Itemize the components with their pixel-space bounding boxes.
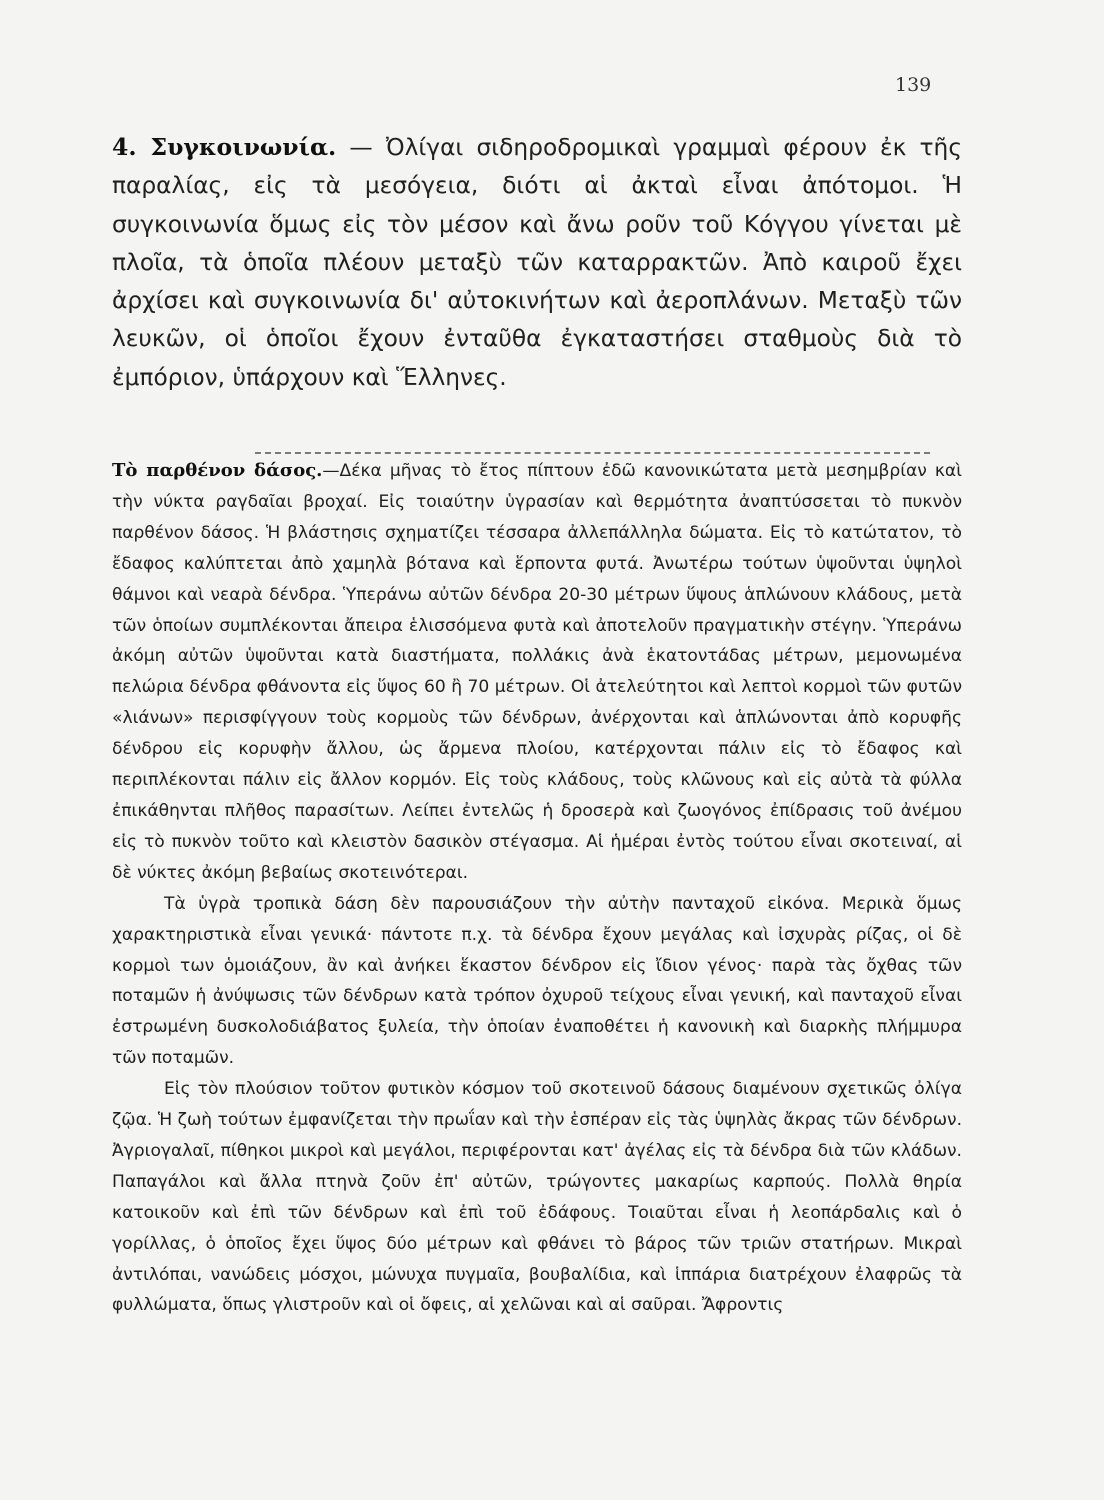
section-communication xyxy=(112,128,962,397)
section-text-communication: — Ὀλίγαι σιδηροδρομικαὶ γραμμαὶ φέρουν ἐκ τῆς παραλίας, εἰς τὰ μεσόγεια, διότι αἱ ἀκταὶ εἶναι ἀπότομοι. Ἡ συγκοινωνία ὅμως εἰς τὸν μέσον καὶ ἄνω ροῦν τοῦ Κόγγου γίνεται μὲ πλοῖα, τὰ ὁποῖα πλέουν μεταξὺ τῶν καταρρακτῶν. Ἀπὸ καιροῦ ἔχει ἀρχίσει καὶ συγκοινωνία δι' αὐτοκινήτων καὶ ἀεροπλάνων. Μεταξὺ τῶν λευκῶν, οἱ ὁποῖοι ἔχουν ἐνταῦθα ἐγκαταστήσει σταθμοὺς διὰ τὸ ἐμπόριον, ὑπάρχουν καὶ Ἕλληνες. xyxy=(112,134,962,391)
section-divider xyxy=(255,452,930,454)
page-number: 139 xyxy=(895,74,932,96)
section-title-virgin-forest: Τὸ παρθένον δάσος. xyxy=(112,460,323,481)
section-virgin-forest xyxy=(112,456,962,1321)
paragraph-forest-3: Εἰς τὸν πλούσιον τοῦτον φυτικὸν κόσμον τοῦ σκοτεινοῦ δάσους διαμένουν σχετικῶς ὀλίγα ζῷα. Ἡ ζωὴ τούτων ἐμφανίζεται τὴν πρωΐαν καὶ τὴν ἑσπέραν εἰς τὰς ὑψηλὰς ἄκρας τῶν δένδρων. Ἀγριογαλαῖ, πίθηκοι μικροὶ καὶ μεγάλοι, περιφέρονται κατ' ἀγέλας εἰς τὰ δένδρα διὰ τῶν κλάδων. Παπαγάλοι καὶ ἄλλα πτηνὰ ζοῦν ἐπ' αὐτῶν, τρώγοντες μακαρίως καρπούς. Πολλὰ θηρία κατοικοῦν καὶ ἐπὶ τῶν δένδρων καὶ ἐπὶ τοῦ ἐδάφους. Τοιαῦται εἶναι ἡ λεοπάρδαλις καὶ ὁ γορίλλας, ὁ ὁποῖος ἔχει ὕψος δύο μέτρων καὶ φθάνει τὸ βάρος τῶν τριῶν στατήρων. Μικραὶ ἀντιλόπαι, νανώδεις μόσχοι, μώνυχα πυγμαῖα, βουβαλίδια, καὶ ἱππάρια διατρέχουν ἐλαφρῶς τὰ φυλλώματα, ὅπως γλιστροῦν καὶ οἱ ὄφεις, αἱ χελῶναι καὶ αἱ σαῦραι. Ἄφροντις xyxy=(112,1079,962,1316)
section-title-communication: 4. Συγκοινωνία. xyxy=(112,133,337,161)
paragraph-forest-1-text: —Δέκα μῆνας τὸ ἔτος πίπτουν ἐδῶ κανονικώτατα μετὰ μεσημβρίαν καὶ τὴν νύκτα ραγδαῖαι βροχαί. Εἰς τοιαύτην ὑγρασίαν καὶ θερμότητα ἀναπτύσσεται τὸ πυκνὸν παρθένον δάσος. Ἡ βλάστησις σχηματίζει τέσσαρα ἀλλεπάλληλα δώματα. Εἰς τὸ κατώτατον, τὸ ἔδαφος καλύπτεται ἀπὸ χαμηλὰ βότανα καὶ ἕρποντα φυτά. Ἀνωτέρω τούτων ὑψοῦνται ὑψηλοὶ θάμνοι καὶ νεαρὰ δένδρα. Ὑπεράνω αὐτῶν δένδρα 20-30 μέτρων ὕψους ἁπλώνουν κλάδους, μετὰ τῶν ὁποίων συμπλέκονται ἄπειρα ἑλισσόμενα φυτὰ καὶ ἀποτελοῦν πραγματικὴν στέγην. Ὑπεράνω ἀκόμη αὐτῶν ὑψοῦνται κατὰ διαστήματα, πολλάκις ἀνὰ ἑκατοντάδας μέτρων, μεμονωμένα πελώρια δένδρα φθάνοντα εἰς ὕψος 60 ἢ 70 μέτρων. Οἱ ἀτελεύτητοι καὶ λεπτοὶ κορμοὶ τῶν φυτῶν «λιάνων» περισφίγγουν τοὺς κορμοὺς τῶν δένδρων, ἀνέρχονται καὶ ἁπλώνονται ἀπὸ κορυφῆς δένδρου εἰς κορυφὴν ἄλλου, ὡς ἄρμενα πλοίου, κατέρχονται πάλιν εἰς τὸ ἔδαφος καὶ περιπλέκονται πάλιν εἰς ἄλλον κορμόν. Εἰς τοὺς κλάδους, τοὺς κλῶνους καὶ εἰς αὐτὰ τὰ φύλλα ἐπικάθηνται πλῆθος παρασίτων. Λείπει ἐντελῶς ἡ δροσερὰ καὶ ζωογόνος ἐπίδρασις τοῦ ἀνέμου εἰς τὸ πυκνὸν τοῦτο καὶ κλειστὸν δασικὸν στέγασμα. Αἱ ἡμέραι ἐντὸς τούτου εἶναι σκοτειναί, αἱ δὲ νύκτες ἀκόμη βεβαίως σκοτεινότεραι. xyxy=(112,461,962,883)
paragraph-forest-2: Τὰ ὑγρὰ τροπικὰ δάση δὲν παρουσιάζουν τὴν αὐτὴν πανταχοῦ εἰκόνα. Μερικὰ ὅμως χαρακτηριστικὰ εἶναι γενικά· πάντοτε π.χ. τὰ δένδρα ἔχουν μεγάλας καὶ ἰσχυρὰς ρίζας, οἱ δὲ κορμοὶ των ὁμοιάζουν, ἂν καὶ ἀνήκει ἕκαστον δένδρον εἰς ἴδιον γένος· παρὰ τὰς ὄχθας τῶν ποταμῶν ἡ ἀνύψωσις τῶν δένδρων κατὰ τρόπον ὀχυροῦ τείχους εἶναι γενική, καὶ πανταχοῦ εἶναι ἐστρωμένη δυσκολοδιάβατος ξυλεία, τὴν ὁποίαν ἐναποθέτει ἡ κανονικὴ καὶ διαρκὴς πλήμμυρα τῶν ποταμῶν. xyxy=(112,893,962,1069)
paragraph-forest-1 xyxy=(112,456,962,889)
